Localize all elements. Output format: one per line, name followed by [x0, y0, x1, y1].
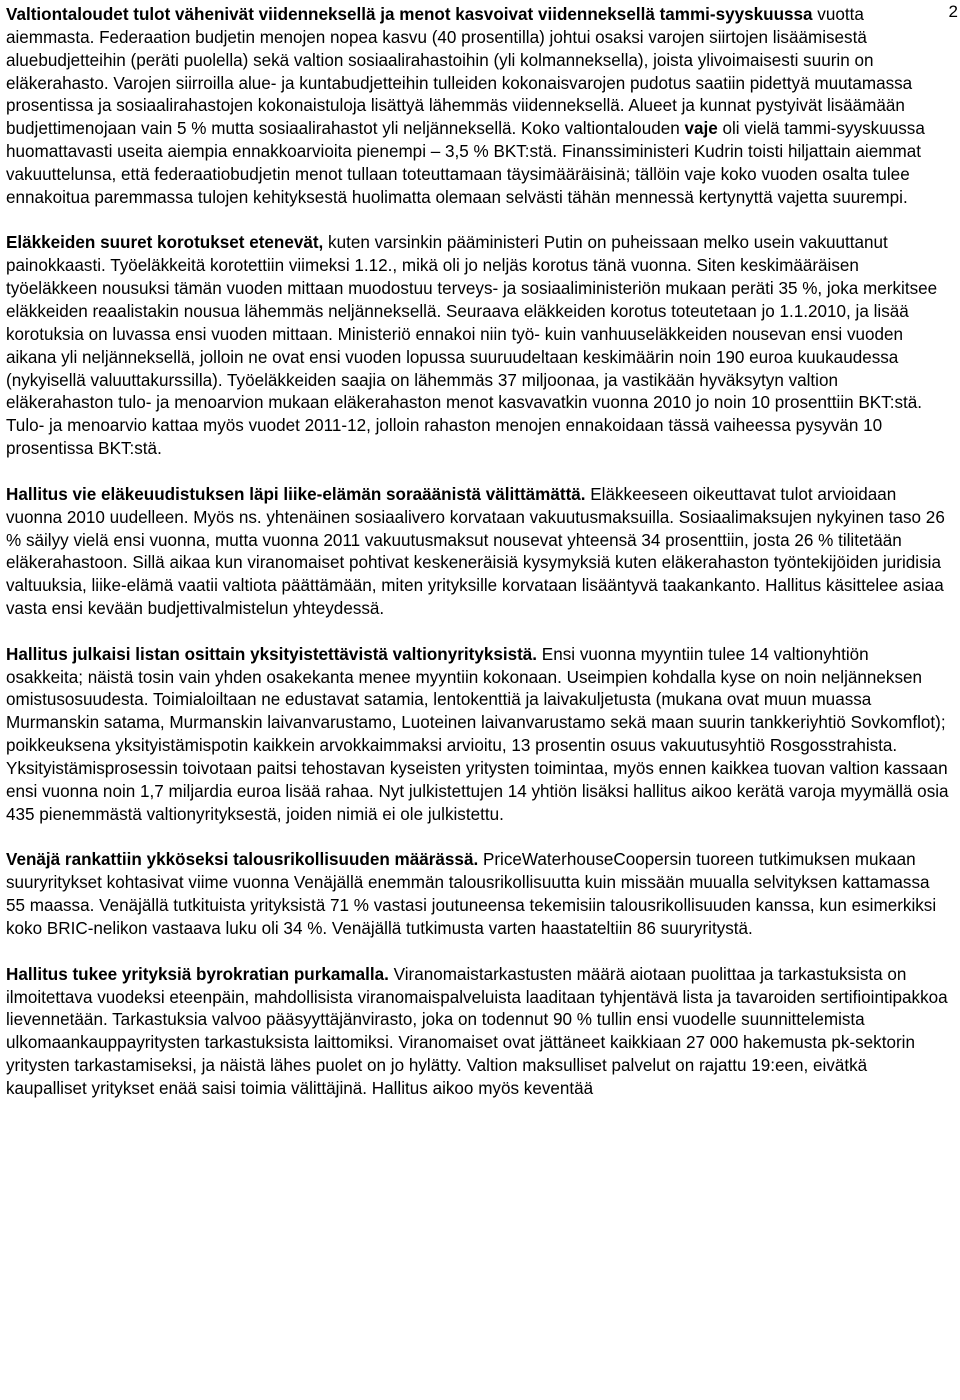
paragraph-heading: Hallitus tukee yrityksiä byrokratian purkamalla. — [6, 964, 389, 984]
paragraph-text: Ensi vuonna myyntiin tulee 14 valtionyhtiön osakkeita; näistä tosin vain yhden osakekanta menee myyntiin kokonaan. Useimpien kohdalla kyse on noin neljänneksen omistusosuudesta. Toimialoiltaan ne edustavat satamia, lentokenttiä ja laivakuljetusta (mukana ovat muun muassa Murmanskin satama, Murmanskin laivanvarustamo, Luoteinen laivanvarustamo sekä maan suurin tankkeriyhtiö Sovkomflot); poikkeuksena yksityistämispotin kaikkein arvokkaimmaksi arvioitu, 13 prosentin osuus vakuutusyhtiö Rosgosstrahista. Yksityistämisprosessin toivotaan paitsi tehostavan kyseisten yritysten toimintaa, myös ennen kaikkea tuovan valtion kassaan ensi vuonna noin 1,7 miljardia euroa lisää rahaa. Nyt julkistettujen 14 yhtiön lisäksi hallitus aikoo kerätä varoja myymällä osia 435 pienemmästä valtionyrityksestä, joiden nimiä ei ole julkistettu. — [6, 644, 949, 824]
paragraph-text: Eläkkeeseen oikeuttavat tulot arvioidaan vuonna 2010 uudelleen. Myös ns. yhtenäinen sosiaalivero korvataan vakuutusmaksuilla. Sosiaalimaksujen nykyinen taso 26 % säilyy vielä ensi vuonna, mutta vuonna 2011 vakuutusmaksut nousevat yhteensä 34 prosenttiin, josta 26 % tilitetään eläkerahastoon. Sillä aikaa kun viranomaiset pohtivat keskeneräisiä kysymyksiä kuten eläkerahaston työntekijöiden juridisia valtuuksia, liike-elämä vaatii valtiota päättämään, miten yrityksille korvataan lisääntyvä taakankanto. Hallitus käsittelee asiaa vasta ensi kevään budjettivalmistelun yhteydessä. — [6, 484, 945, 619]
document-body — [6, 4, 950, 1124]
paragraph-text: Viranomaistarkastusten määrä aiotaan puolittaa ja tarkastuksista on ilmoitettava vuodeksi eteenpäin, mahdollisista viranomaispalveluista laaditaan tyhjentävä lista ja tavaroiden sertifiointipakkoa lievennetään. Tarkastuksia valvoo pääsyyttäjänvirasto, joka on todennut 90 % tullin ensi vuodelle suunnittelemista ulkomaankauppayritysten tarkastuksista laittomiksi. Viranomaiset ovat jättäneet kaikkiaan 27 000 hakemusta pk-sektorin yritysten tarkastamiseksi, ja näistä lähes puolet on jo hylätty. Valtion maksulliset palvelut on rajattu 19:een, eivätkä kaupalliset yritykset enää saisi toimia välittäjinä. Hallitus aikoo myös keventää — [6, 964, 948, 1098]
paragraph-heading: Hallitus vie eläkeuudistuksen läpi liike-elämän soraäänistä välittämättä. — [6, 484, 586, 504]
paragraph-bureaucracy — [6, 964, 950, 1101]
paragraph-heading: Eläkkeiden suuret korotukset etenevät, — [6, 233, 324, 253]
paragraph-text: vuotta aiemmasta. Federaation budjetin menojen nopea kasvu (40 prosentilla) johtui osaksi varojen siirtojen lisäämisestä aluebudjetteihin (peräti puolella) sekä valtion sosiaalirahastoihin (yli kolmanneksella), joista ylivoimaisesti suurin on eläkerahasto. Varojen siirroilla alue- ja kuntabudjetteihin tulleiden kokonaisvarojen pudotus saatiin pidettyä muutamassa prosentissa ja sosiaalirahastojen kokonaistuloja lisättyä lähemmäs viidenneksellä. Alueet ja kunnat pystyivät lisäämään budjettimenojaan vain 5 % mutta sosiaalirahastot yli neljänneksellä. Koko valtiontalouden — [6, 5, 913, 139]
paragraph-state-finances — [6, 4, 950, 210]
paragraph-heading: Venäjä rankattiin ykköseksi talousrikollisuuden määrässä. — [6, 850, 479, 870]
paragraph-text: kuten varsinkin pääministeri Putin on puheissaan melko usein vakuuttanut painokkaasti. Työeläkkeitä korotettiin viimeksi 1.12., mikä oli jo neljäs korotus tänä vuonna. Siten keskimääräisen työeläkkeen nousuksi tämän vuoden mittaan muodostuu terveys- ja sosiaaliministeriön mukaan peräti 35 %, joka merkitsee eläkkeiden reaalistakin nousua lähemmäs neljänneksellä. Seuraava eläkkeiden korotus toteutetaan jo 1.1.2010, ja lisää korotuksia on luvassa ensi vuoden mittaan. Ministeriö ennakoi niin työ- kuin vanhuuseläkkeiden nousevan ensi vuoden aikana yli neljänneksellä, jolloin ne ovat ensi vuoden lopussa suuruudeltaan keskimäärin noin 190 euroa kuukaudessa (nykyisellä valuuttakurssilla). Työeläkkeiden saajia on lähemmäs 37 miljoonaa, ja vastikään hyväksytyn valtion eläkerahaston tulo- ja menoarvion mukaan eläkerahaston menot kasvavatkin vuonna 2010 jo noin 10 prosenttiin BKT:stä. Tulo- ja menoarvio kattaa myös vuodet 2011-12, jolloin rahaston menojen ennakoidaan tässä vaiheessa pysyvän 10 prosentissa BKT:stä. — [6, 233, 938, 459]
paragraph-pensions — [6, 232, 950, 460]
paragraph-heading: Valtiontaloudet tulot vähenivät viidenneksellä ja menot kasvoivat viidenneksellä tammi-syyskuussa — [6, 5, 813, 24]
paragraph-pension-reform — [6, 484, 950, 621]
paragraph-text: PriceWaterhouseCoopersin tuoreen tutkimuksen mukaan suuryritykset kohtasivat viime vuonna Venäjällä enemmän talousrikollisuutta kuin missään muualla selvityksen kattamassa 55 maassa. Venäjällä tutkituista yrityksistä 71 % vastasi joutuneensa tekemisiin talousrikollisuuden kanssa, kun esimerkiksi koko BRIC-nelikon vastaava luku oli 34 %. Venäjällä tutkimusta varten haastateltiin 86 suuryritystä. — [6, 850, 937, 938]
paragraph-text-continued: oli vielä tammi-syyskuussa huomattavasti useita aiempia ennakkoarvioita pienempi – 3,5 % BKT:stä. Finanssiministeri Kudrin toisti hiljattain aiemmat vakuuttelunsa, että federaatiobudjetin menot tullaan toteuttamaan täysimääräisinä; tällöin vaje koko vuoden osalta tulee ennakoitua paremmassa tulojen kehityksestä huolimatta olemaan selvästi tähän mennessä kertynyttä vajetta suurempi. — [6, 119, 925, 207]
paragraph-heading: Hallitus julkaisi listan osittain yksityistettävistä valtionyrityksistä. — [6, 644, 538, 664]
paragraph-emphasis: vaje — [684, 119, 718, 139]
page-number: 2 — [948, 2, 958, 21]
paragraph-economic-crime — [6, 849, 950, 940]
paragraph-privatisation — [6, 644, 950, 827]
